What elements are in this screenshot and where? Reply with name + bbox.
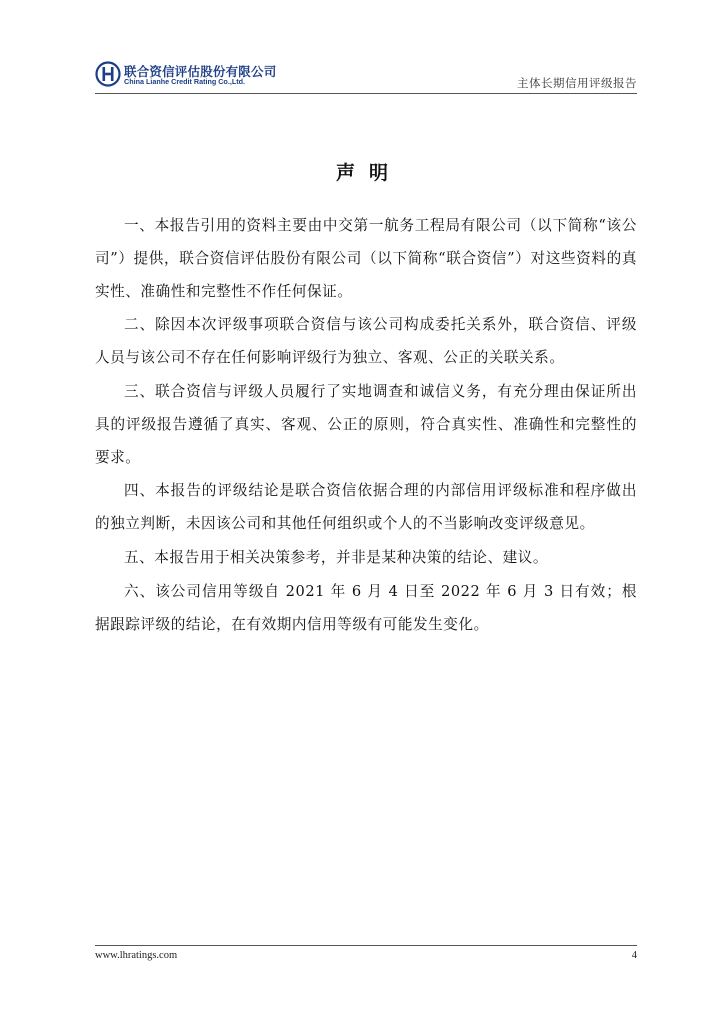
company-name-en: China Lianhe Credit Rating Co.,Ltd. <box>124 77 245 86</box>
page-number: 4 <box>631 950 637 961</box>
statement-paragraph-5: 五、本报告用于相关决策参考，并非是某种决策的结论、建议。 <box>124 548 549 566</box>
statement-paragraph-2: 二、除因本次评级事项联合资信与该公司构成委托关系外，联合资信、评级人员与该公司不存在任何影响评级行为独立、客观、公正的关联关系。 <box>95 316 637 367</box>
statement-paragraph-4: 四、本报告的评级结论是联合资信依据合理的内部信用评级标准和程序做出的独立判断，未因该公司和其他任何组织或个人的不当影响改变评级意见。 <box>95 482 637 533</box>
lianhe-logo-icon <box>95 61 121 87</box>
statement-paragraph-1: 一、本报告引用的资料主要由中交第一航务工程局有限公司（以下简称“该公司”）提供，联合资信评估股份有限公司（以下简称“联合资信”）对这些资料的真实性、准确性和完整性不作任何保证。 <box>95 217 637 300</box>
footer-divider <box>95 945 637 946</box>
page-title: 声明 <box>335 162 402 184</box>
report-type: 主体长期信用评级报告 <box>517 76 637 90</box>
footer-website: www.lhratings.com <box>95 950 178 961</box>
statement-body <box>95 210 637 642</box>
company-logo <box>95 60 395 90</box>
statement-paragraph-6: 六、该公司信用等级自 2021 年 6 月 4 日至 2022 年 6 月 3 日有效；根据跟踪评级的结论，在有效期内信用等级有可能发生变化。 <box>95 582 637 633</box>
statement-paragraph-3: 三、联合资信与评级人员履行了实地调查和诚信义务，有充分理由保证所出具的评级报告遵循了真实、客观、公正的原则，符合真实性、准确性和完整性的要求。 <box>95 382 637 466</box>
page-header <box>95 60 637 96</box>
header-divider <box>95 93 637 94</box>
company-name-cn: 联合资信评估股份有限公司 <box>124 64 277 79</box>
